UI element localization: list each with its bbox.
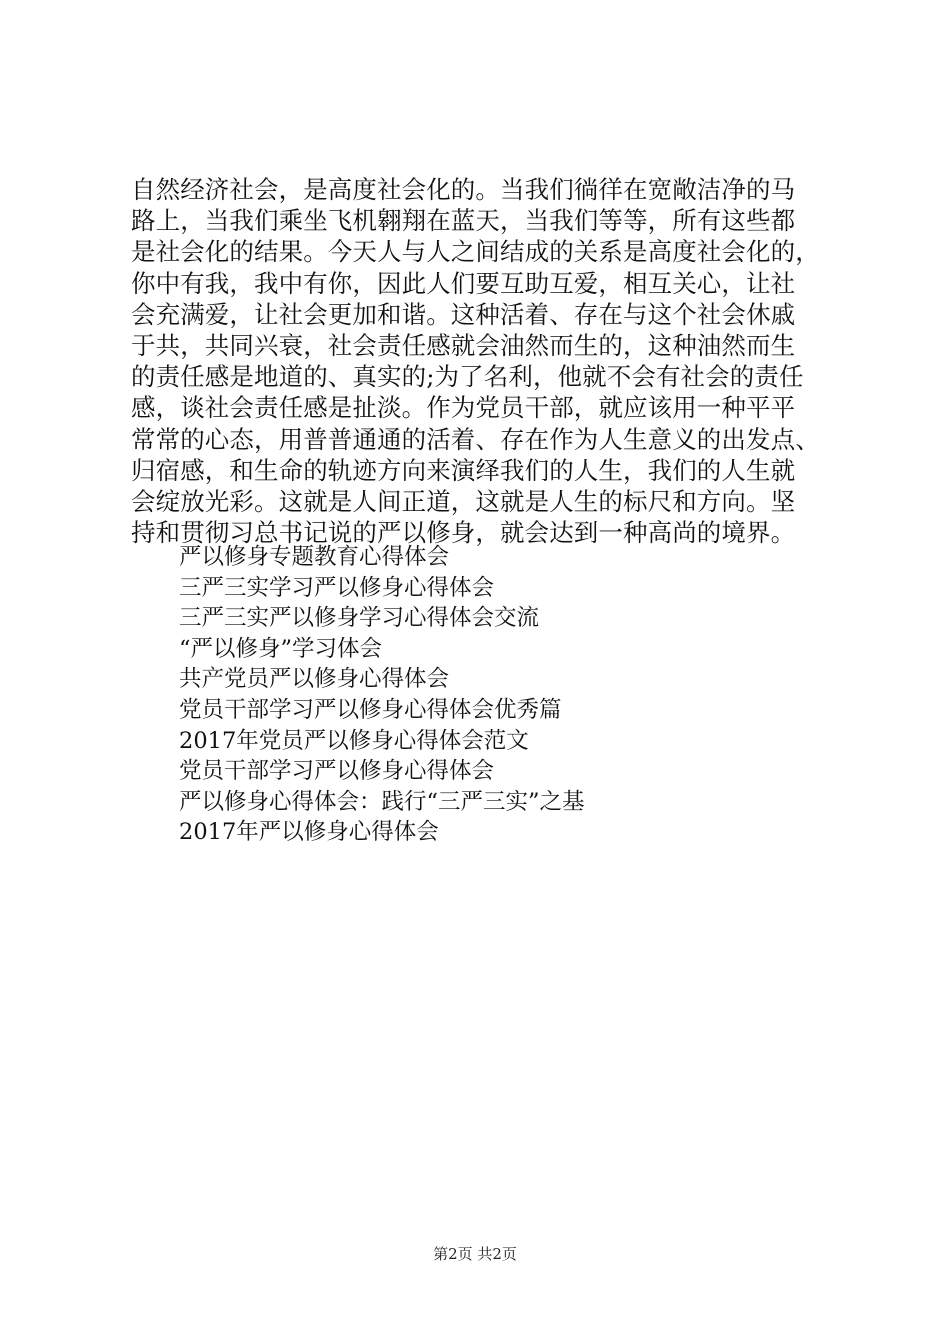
related-article-item: 严以修身专题教育心得体会 <box>179 544 450 570</box>
body-line: 于共，共同兴衰，社会责任感就会油然而生的，这种油然而生 <box>131 331 796 361</box>
body-line: 自然经济社会，是高度社会化的。当我们徜徉在宽敞洁净的马 <box>131 175 796 204</box>
body-line: 的责任感是地道的、真实的;为了名利，他就不会有社会的责任 <box>131 362 804 392</box>
body-line: 感，谈社会责任感是扯淡。作为党员干部，就应该用一种平平 <box>131 393 796 423</box>
related-article-item: 党员干部学习严以修身心得体会 <box>179 758 495 785</box>
body-line: 是社会化的结果。今天人与人之间结成的关系是高度社会化的， <box>131 237 820 267</box>
related-article-item: 2017年党员严以修身心得体会范文 <box>179 727 529 754</box>
related-article-item: 严以修身心得体会：践行“三严三实”之基 <box>179 788 585 815</box>
page-footer <box>0 1244 950 1264</box>
body-line: 常常的心态，用普普通通的活着、存在作为人生意义的出发点、 <box>131 424 820 454</box>
body-line: 持和贯彻习总书记说的严以修身，就会达到一种高尚的境界。 <box>131 518 796 548</box>
body-line: 会绽放光彩。这就是人间正道，这就是人生的标尺和方向。坚 <box>131 487 796 517</box>
related-article-item: 2017年严以修身心得体会 <box>179 819 439 846</box>
related-article-item: 党员干部学习严以修身心得体会优秀篇 <box>179 696 562 723</box>
body-line: 归宿感，和生命的轨迹方向来演绎我们的人生，我们的人生就 <box>131 455 796 485</box>
body-line: 你中有我，我中有你，因此人们要互助互爱，相互关心，让社 <box>131 268 796 298</box>
page-number: 第2页 共2页 <box>433 1245 517 1263</box>
related-articles-list <box>179 542 585 848</box>
body-paragraph <box>131 174 831 548</box>
body-line: 会充满爱，让社会更加和谐。这种活着、存在与这个社会休戚 <box>131 299 796 329</box>
related-article-item: 三严三实严以修身学习心得体会交流 <box>179 605 540 632</box>
body-line: 路上，当我们乘坐飞机翱翔在蓝天，当我们等等，所有这些都 <box>131 206 796 236</box>
related-article-item: 三严三实学习严以修身心得体会 <box>179 574 495 601</box>
related-article-item: 共产党员严以修身心得体会 <box>179 666 450 693</box>
related-article-item: “严以修身”学习体会 <box>179 635 383 662</box>
